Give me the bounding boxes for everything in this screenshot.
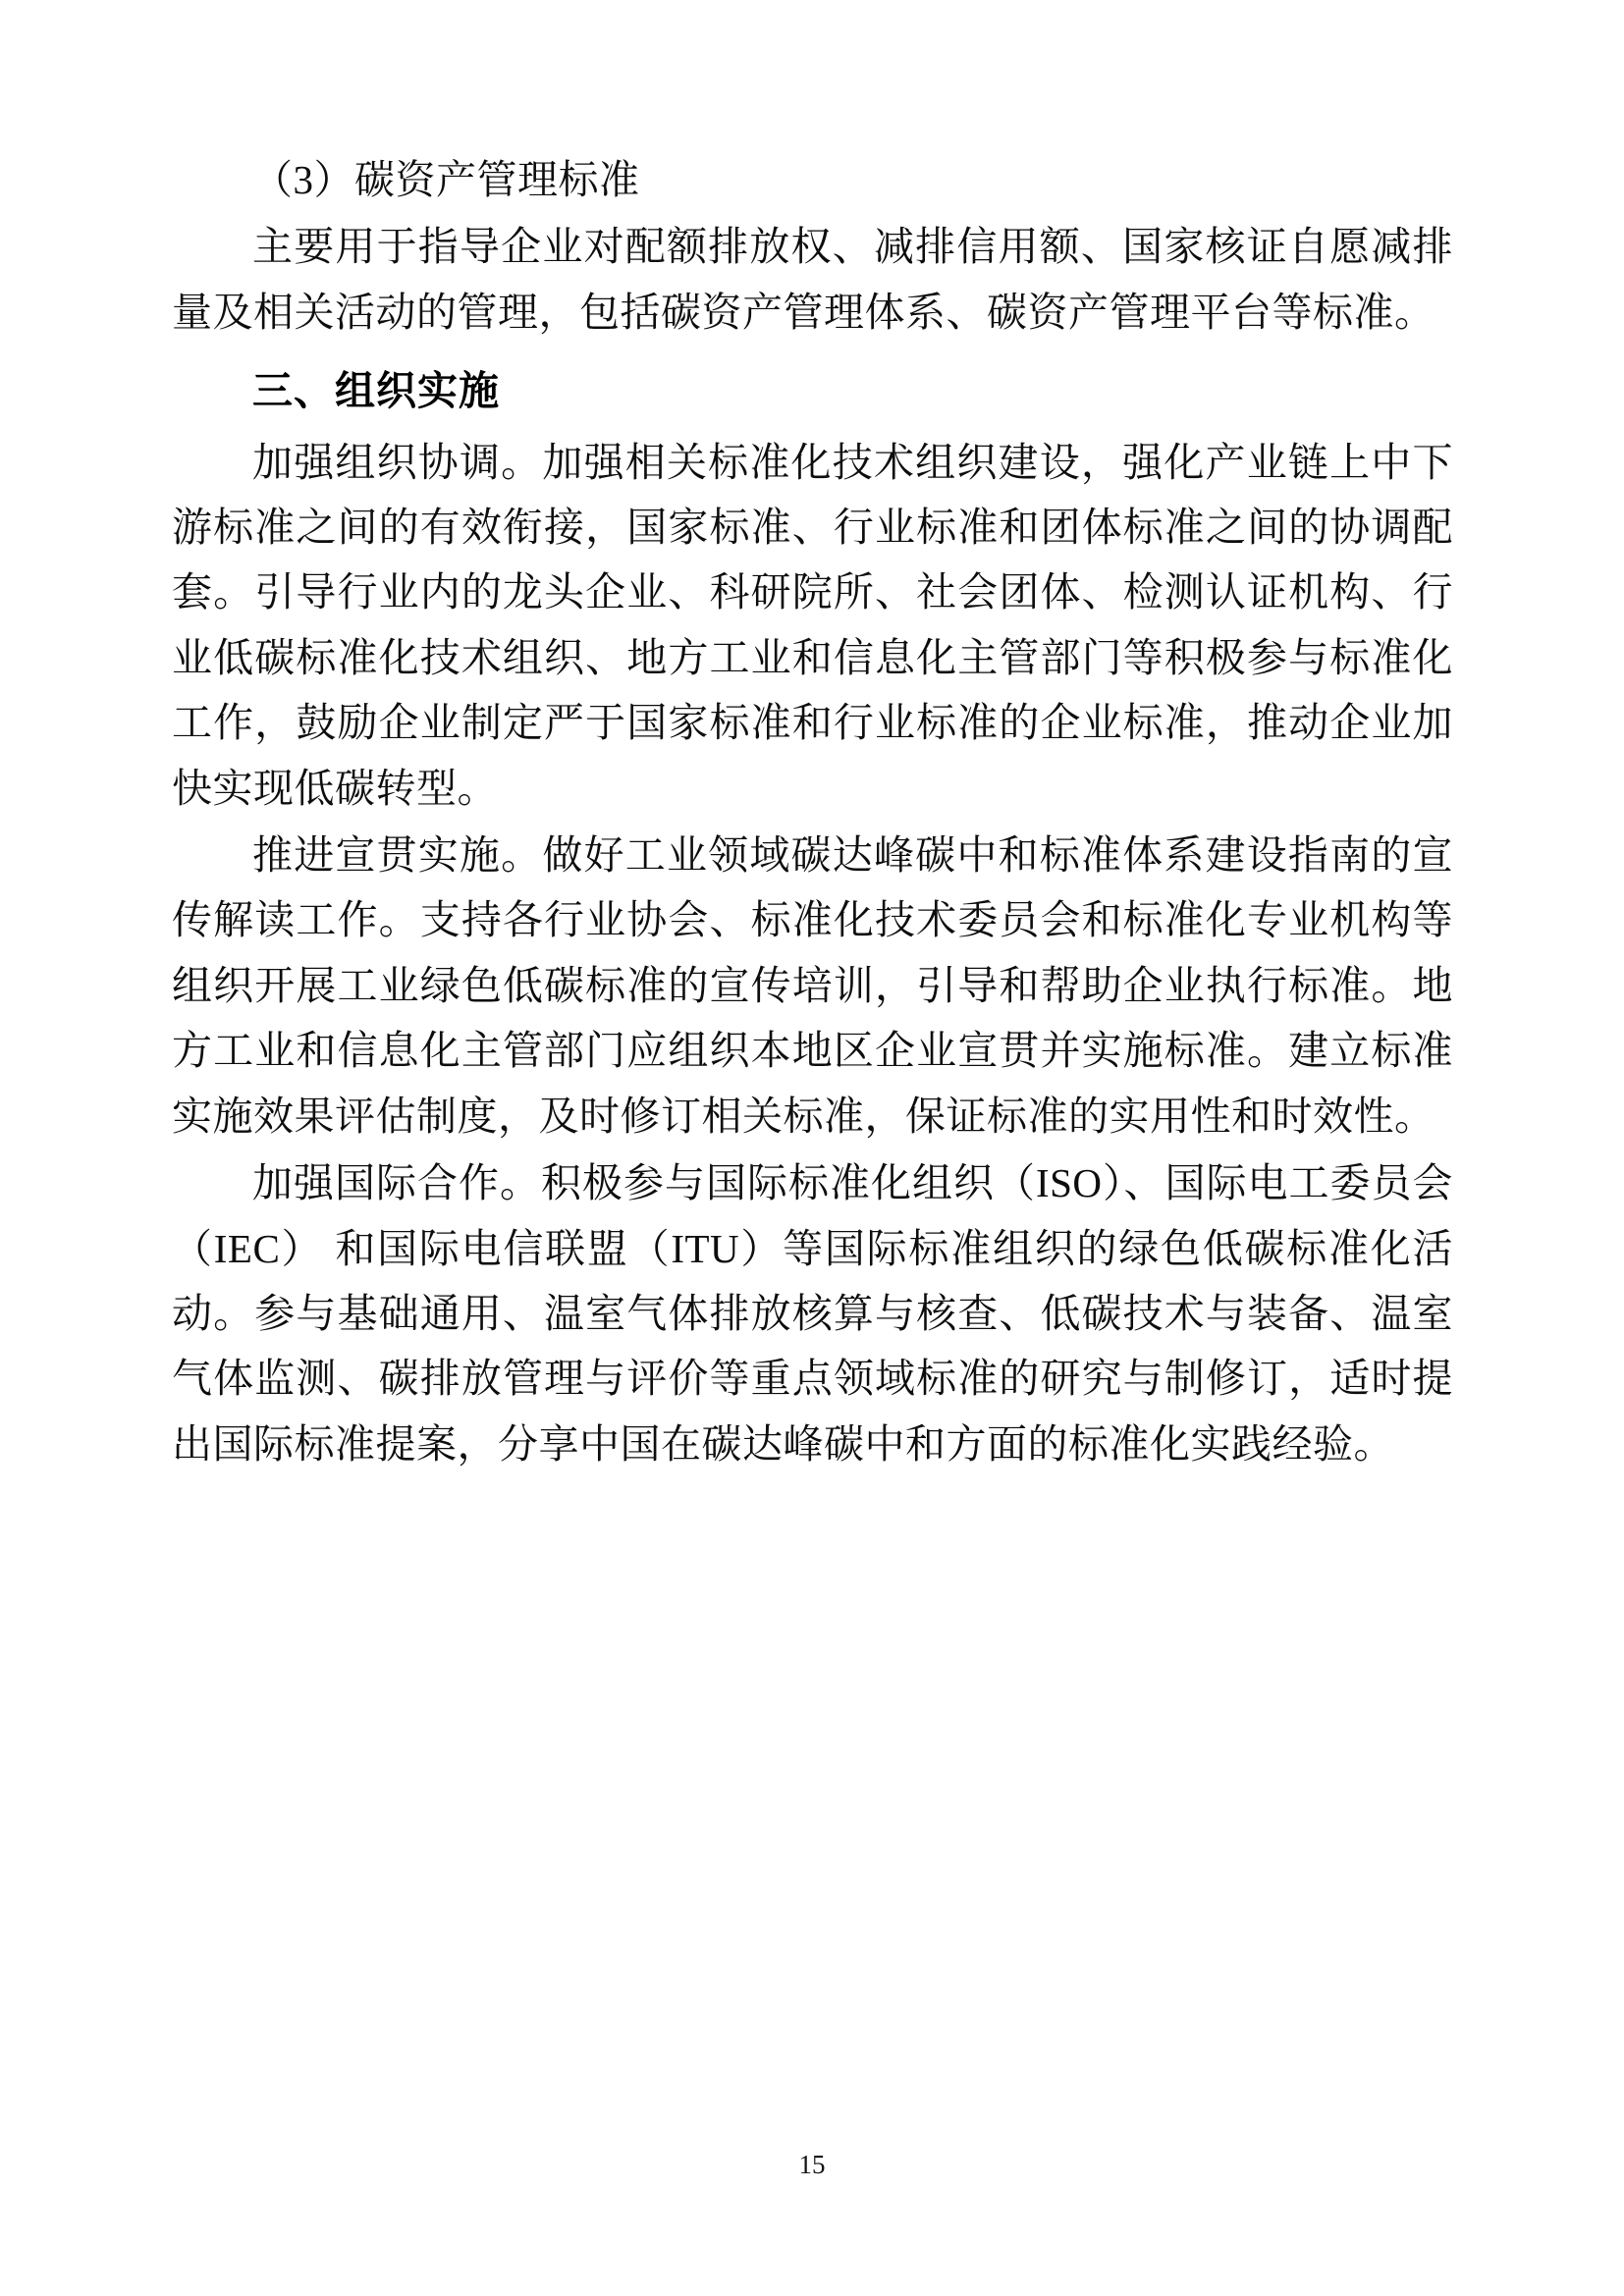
paragraph-promote-publicity: 推进宣贯实施。做好工业领域碳达峰碳中和标准体系建设指南的宣传解读工作。支持各行业协会、标准化技术委员会和标准化专业机构等组织开展工业绿色低碳标准的宣传培训，引导和帮助企业执行标准。地方工业和信息化主管部门应组织本地区企业宣贯并实施标准。建立标准实施效果评估制度，及时修订相关标准，保证标准的实用性和时效性。 [172, 832, 1453, 1139]
section-3-heading-carbon-asset-standard: （3）碳资产管理标准 [252, 157, 640, 202]
page-number: 15 [798, 2150, 826, 2179]
heading-organization-implementation: 三、组织实施 [252, 368, 500, 414]
paragraph-international-cooperation: 加强国际合作。积极参与国际标准化组织（ISO）、国际电工委员会（IEC） 和国际电信联盟（ITU）等国际标准组织的绿色低碳标准化活动。参与基础通用、温室气体排放核算与核查、低碳技术与装备、温室气体监测、碳排放管理与评价等重点领域标准的研究与制修订，适时提出国际标准提案，分享中国在碳达峰碳中和方面的标准化实践经验。 [172, 1160, 1453, 1467]
paragraph-strengthen-coordination: 加强组织协调。加强相关标准化技术组织建设，强化产业链上中下游标准之间的有效衔接，国家标准、行业标准和团体标准之间的协调配套。引导行业内的龙头企业、科研院所、社会团体、检测认证机构、行业低碳标准化技术组织、地方工业和信息化主管部门等积极参与标准化工作，鼓励企业制定严于国家标准和行业标准的企业标准，推动企业加快实现低碳转型。 [172, 439, 1453, 811]
paragraph-carbon-asset-standard: 主要用于指导企业对配额排放权、减排信用额、国家核证自愿减排量及相关活动的管理，包括碳资产管理体系、碳资产管理平台等标准。 [172, 224, 1453, 335]
document-body [172, 147, 1453, 1476]
